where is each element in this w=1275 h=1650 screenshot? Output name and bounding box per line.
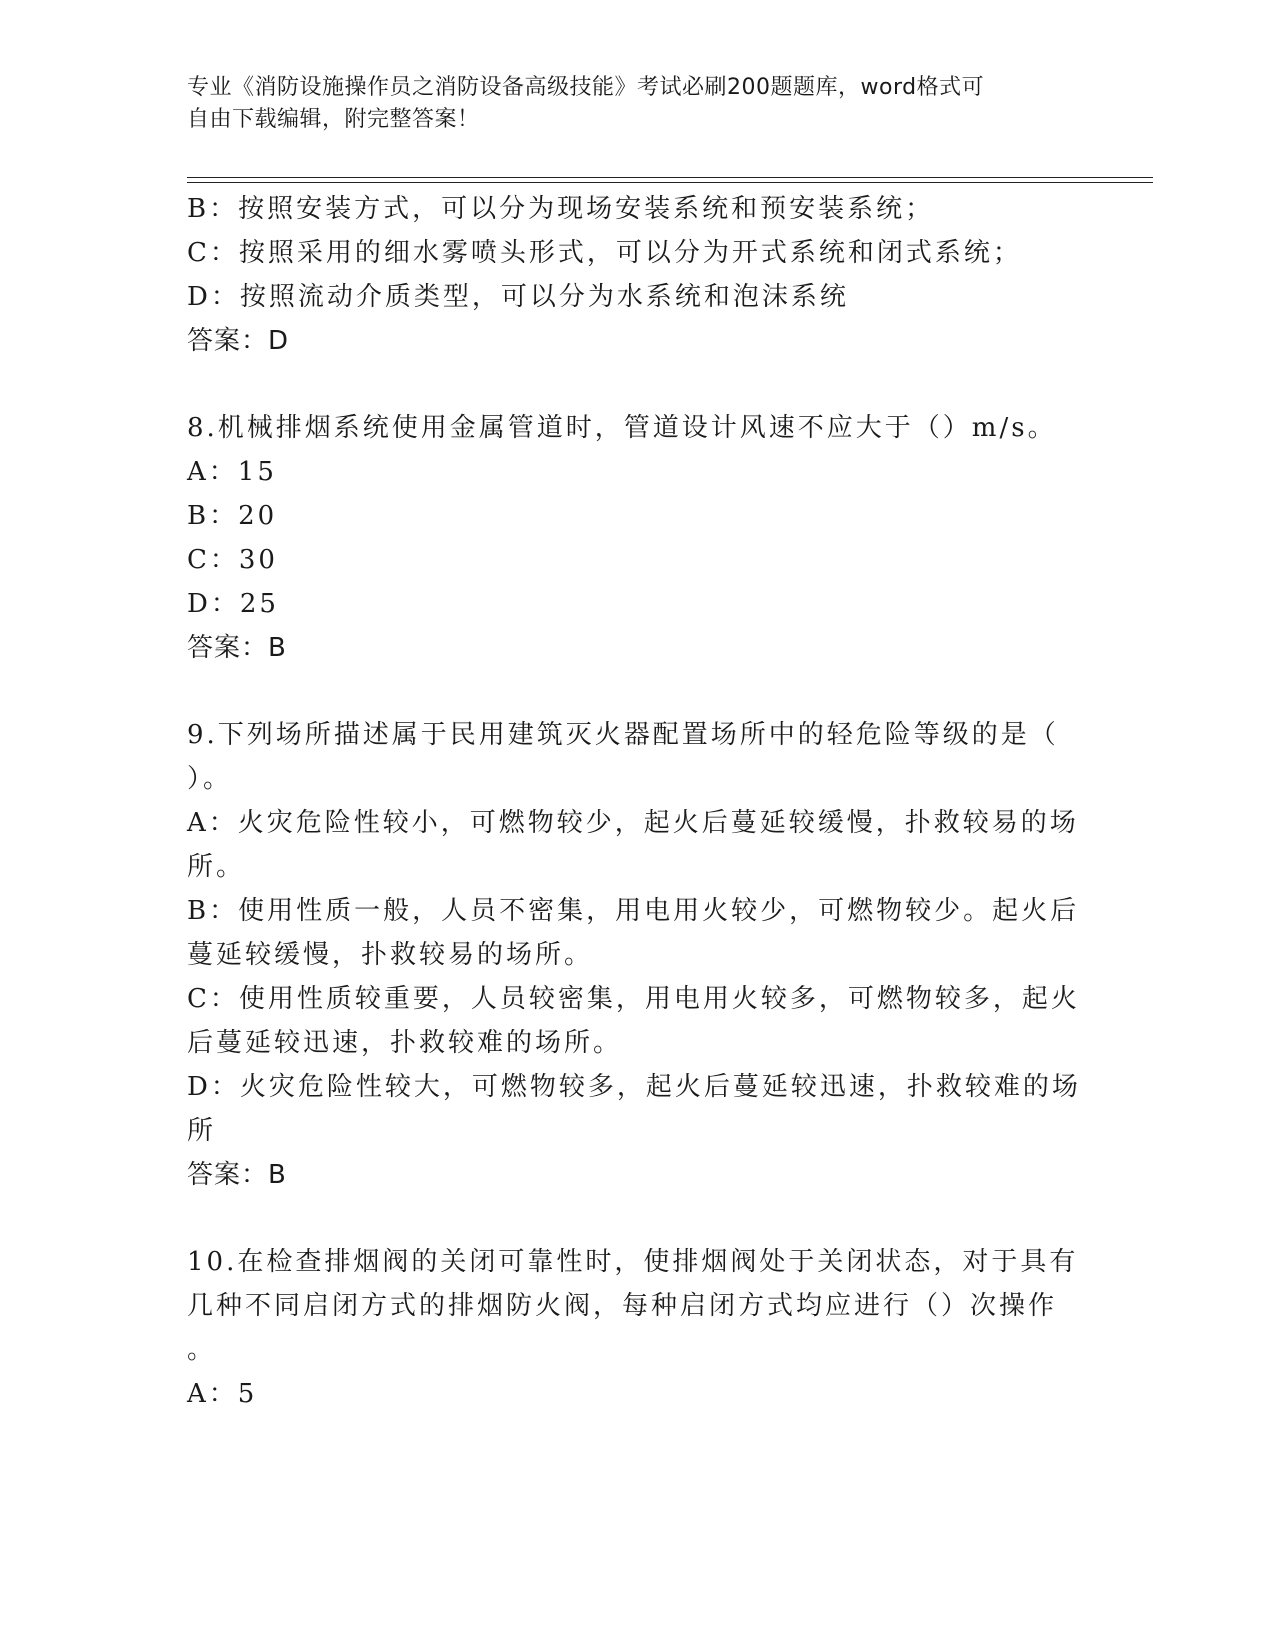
q10-question-line-1: 10.在检查排烟阀的关闭可靠性时，使排烟阀处于关闭状态，对于具有: [187, 1247, 1079, 1277]
q10-option-a: A：5: [187, 1379, 258, 1409]
q9-question-line-2: ）。: [187, 764, 233, 794]
q8-option-a: A：15: [187, 457, 277, 487]
q7-answer: 答案：D: [187, 326, 290, 356]
q9-option-d-line-2: 所: [187, 1116, 217, 1146]
header-divider-bottom: [187, 182, 1153, 183]
q9-question-line-1: 9.下列场所描述属于民用建筑灭火器配置场所中的轻危险等级的是（: [187, 720, 1059, 750]
header-line-1: 专业《消防设施操作员之消防设备高级技能》考试必刷200题题库，word格式可: [187, 75, 985, 100]
q10-question-line-3: 。: [187, 1335, 217, 1365]
q9-option-c-line-2: 后蔓延较迅速，扑救较难的场所。: [187, 1028, 623, 1058]
q9-option-c-line-1: C：使用性质较重要，人员较密集，用电用火较多，可燃物较多，起火: [187, 984, 1080, 1014]
header-divider-top: [187, 177, 1153, 178]
q9-answer: 答案：B: [187, 1160, 287, 1190]
q8-option-b: B：20: [187, 501, 278, 531]
q9-option-b-line-2: 蔓延较缓慢，扑救较易的场所。: [187, 940, 594, 970]
q9-option-a-line-2: 所。: [187, 852, 246, 882]
q9-option-a-line-1: A：火灾危险性较小，可燃物较少，起火后蔓延较缓慢，扑救较易的场: [187, 808, 1079, 838]
document-header: [187, 72, 1067, 136]
q8-option-d: D：25: [187, 589, 279, 619]
q10-question-line-2: 几种不同启闭方式的排烟防火阀，每种启闭方式均应进行（）次操作: [187, 1291, 1058, 1321]
q9-option-b-line-1: B：使用性质一般，人员不密集，用电用火较少，可燃物较少。起火后: [187, 896, 1080, 926]
q8-option-c: C：30: [187, 545, 278, 575]
header-line-2: 自由下载编辑，附完整答案！: [187, 107, 480, 132]
q7-option-c: C：按照采用的细水雾喷头形式，可以分为开式系统和闭式系统；: [187, 238, 1022, 268]
q9-option-d-line-1: D：火灾危险性较大，可燃物较多，起火后蔓延较迅速，扑救较难的场: [187, 1072, 1081, 1102]
q7-option-d: D：按照流动介质类型，可以分为水系统和泡沫系统: [187, 282, 849, 312]
q7-option-b: B：按照安装方式，可以分为现场安装系统和预安装系统；: [187, 194, 935, 224]
q8-answer: 答案：B: [187, 633, 287, 663]
q8-question: 8.机械排烟系统使用金属管道时，管道设计风速不应大于（）m/s。: [187, 413, 1057, 443]
